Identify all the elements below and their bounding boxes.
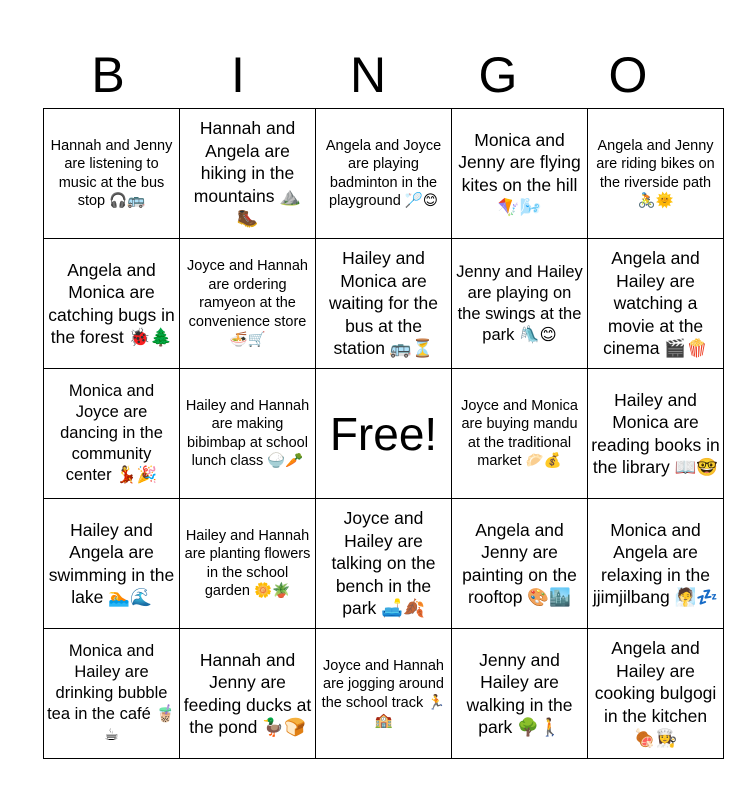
bingo-cell[interactable] (588, 369, 724, 499)
bingo-cell[interactable] (316, 239, 452, 369)
bingo-cell[interactable] (44, 369, 180, 499)
bingo-cell[interactable] (180, 629, 316, 759)
cell-text: Angela and Hailey are cooking bulgogi in the kitchen 🍖👩‍🍳 (594, 638, 717, 749)
board-row-4 (44, 499, 724, 629)
board-row-5 (44, 629, 724, 759)
bingo-cell[interactable] (316, 109, 452, 239)
bingo-cell[interactable] (452, 109, 588, 239)
cell-text: Jenny and Hailey are walking in the park 🌳🚶 (466, 649, 573, 737)
bingo-cell[interactable] (180, 239, 316, 369)
cell-text: Hannah and Jenny are listening to music at the bus stop 🎧🚌 (50, 137, 173, 209)
cell-text: Joyce and Hailey are talking on the bench in the park 🛋️🍂 (331, 508, 436, 619)
header-letter-n: N (349, 47, 387, 103)
header-letter-g: G (478, 47, 518, 103)
cell-text: Hannah and Angela are hiking in the mountains ⛰️🥾 (193, 118, 302, 229)
cell-text: Angela and Joyce are playing badminton in the playground 🏸😊 (325, 137, 442, 209)
cell-text: Monica and Jenny are flying kites on the hill 🪁🌬️ (458, 129, 581, 217)
cell-text: Hailey and Monica are reading books in the library 📖🤓 (591, 389, 720, 477)
bingo-cell[interactable] (588, 499, 724, 629)
bingo-cell[interactable] (588, 239, 724, 369)
bingo-cell[interactable] (452, 629, 588, 759)
bingo-cell[interactable] (44, 109, 180, 239)
bingo-board (43, 108, 724, 759)
board-row-1 (44, 109, 724, 239)
cell-text: Angela and Jenny are riding bikes on the riverside path 🚴🌞 (596, 137, 715, 209)
bingo-cell[interactable] (180, 109, 316, 239)
bingo-cell[interactable] (452, 239, 588, 369)
bingo-cell[interactable] (44, 239, 180, 369)
cell-text: Joyce and Hannah are ordering ramyeon at the convenience store 🍜🛒 (187, 258, 308, 349)
cell-text: Hailey and Angela are swimming in the lake 🏊🌊 (48, 519, 175, 607)
bingo-cell[interactable] (44, 499, 180, 629)
cell-text: Angela and Hailey are watching a movie at the cinema 🎬🍿 (603, 248, 708, 359)
free-space-cell[interactable] (316, 369, 452, 499)
header-letter-b: B (91, 47, 125, 103)
cell-text: Monica and Hailey are drinking bubble tea in the café 🧋☕ (47, 642, 176, 744)
cell-text: Hailey and Monica are waiting for the bus at the station 🚌⏳ (329, 248, 438, 359)
bingo-cell[interactable] (316, 629, 452, 759)
bingo-cell[interactable] (452, 499, 588, 629)
bingo-cell[interactable] (180, 499, 316, 629)
cell-text: Hailey and Hannah are making bibimbap at school lunch class 🍚🥕 (185, 397, 310, 469)
cell-text: Hailey and Hannah are planting flowers in the school garden 🌼🪴 (184, 527, 311, 599)
bingo-cell[interactable] (588, 109, 724, 239)
cell-text: Joyce and Monica are buying mandu at the traditional market 🥟💰 (461, 397, 578, 469)
free-space-label: Free! (329, 407, 438, 460)
cell-text: Angela and Jenny are painting on the rooftop 🎨🏙️ (462, 519, 577, 607)
board-row-2 (44, 239, 724, 369)
cell-text: Angela and Monica are catching bugs in the forest 🐞🌲 (48, 259, 175, 347)
header-letter-i: I (231, 47, 245, 103)
bingo-cell[interactable] (316, 499, 452, 629)
bingo-cell[interactable] (44, 629, 180, 759)
cell-text: Jenny and Hailey are playing on the swings at the park 🛝😊 (456, 262, 583, 344)
board-row-3 (44, 369, 724, 499)
bingo-cell[interactable] (180, 369, 316, 499)
cell-text: Monica and Angela are relaxing in the jjimjilbang 🧖💤 (592, 519, 719, 607)
cell-text: Monica and Joyce are dancing in the community center 💃🎉 (60, 382, 163, 484)
bingo-header (43, 44, 693, 106)
cell-text: Joyce and Hannah are jogging around the school track 🏃🏫 (321, 657, 446, 729)
cell-text: Hannah and Jenny are feeding ducks at the pond 🦆🍞 (183, 649, 312, 737)
header-letter-o: O (608, 47, 648, 103)
bingo-cell[interactable] (588, 629, 724, 759)
bingo-cell[interactable] (452, 369, 588, 499)
